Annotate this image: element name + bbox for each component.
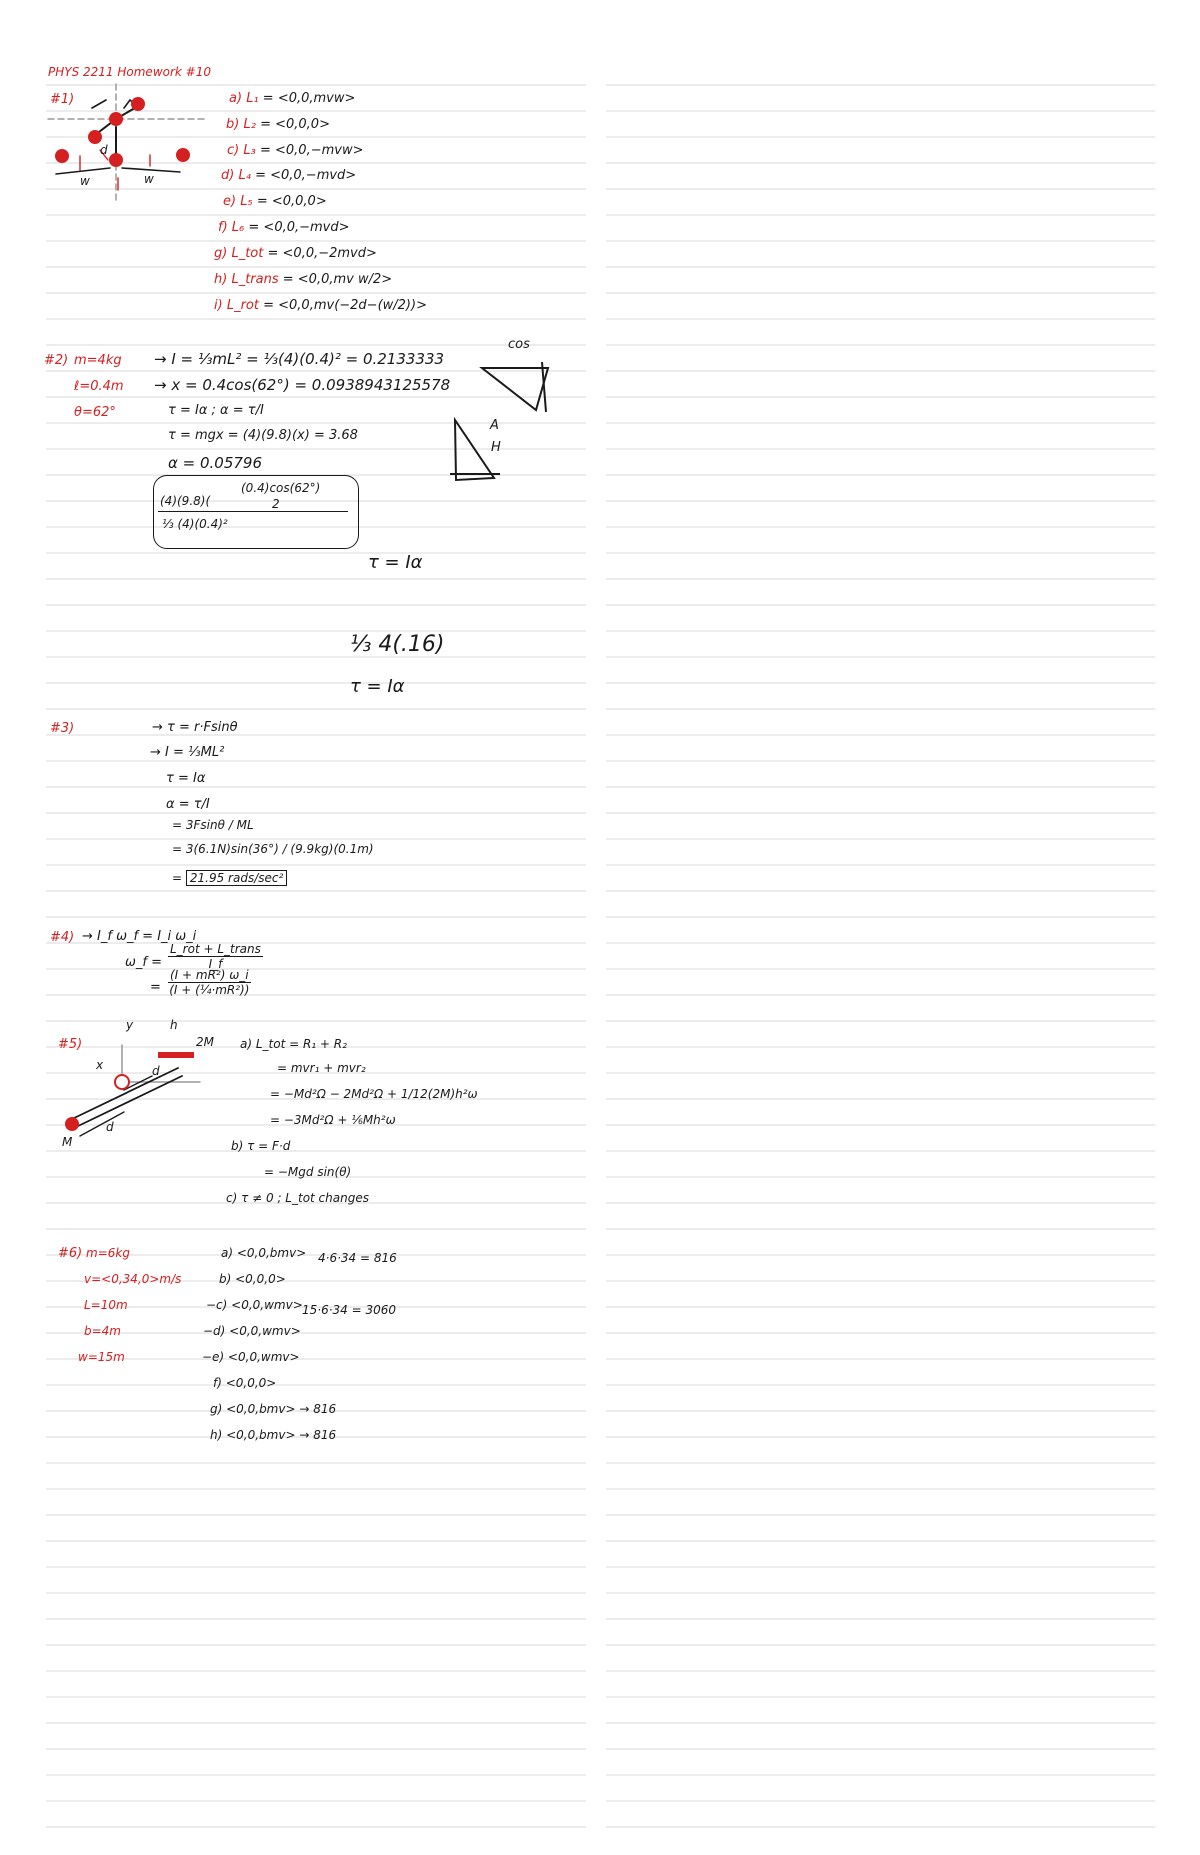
answer-rhs: = <0,0,0> [256, 194, 327, 209]
p6-answer-a: a) <0,0,bmv> [221, 1246, 307, 1260]
answer-letter: e) [223, 194, 237, 209]
p2-side-h: H [491, 440, 501, 455]
answer-rhs: = <0,0,−mvd> [248, 220, 350, 235]
p1-answer-g [214, 246, 377, 261]
p2-boxed-den: ⅓ (4)(0.4)² [162, 517, 228, 531]
p5-label: #5) [58, 1037, 83, 1052]
p6-answer-f: f) <0,0,0> [213, 1376, 277, 1390]
p2-side-tau: τ = Iα [368, 552, 423, 573]
p1-answer-h [214, 272, 392, 287]
p2-boxed-num-c: 2 [272, 497, 280, 511]
answer-letter: h) [214, 272, 228, 287]
p5-fig-h: h [170, 1018, 178, 1032]
p2-side-calc: ⅓ 4(.16) [350, 632, 445, 657]
answer-letter: b) [226, 117, 240, 132]
p3-line-5: = 3Fsinθ / ML [172, 818, 254, 832]
p6-answer-e: −e) <0,0,wmv> [202, 1350, 300, 1364]
p1-fig-d: d [100, 143, 108, 157]
p1-answer-d [221, 168, 356, 183]
answer-lhs: L_rot [226, 298, 259, 313]
page-header: PHYS 2211 Homework #10 [48, 65, 211, 79]
answer-lhs: L₃ [243, 143, 256, 158]
p2-line-2: → x = 0.4cos(62°) = 0.0938943125578 [154, 376, 451, 394]
p4-wf: ω_f = [125, 955, 162, 970]
answer-lhs: L₁ [246, 91, 259, 106]
answer-rhs: = <0,0,mv w/2> [282, 272, 393, 287]
p1-fig-w2: w [144, 172, 154, 186]
p5-fig-y: y [126, 1018, 134, 1032]
p6-given-b: b=4m [84, 1324, 121, 1338]
p5-fig-d1: d [106, 1120, 114, 1134]
p4-frac1-num: L_rot + L_trans [170, 942, 261, 956]
p2-label: #2) [44, 353, 69, 368]
p1-answer-b [226, 117, 330, 132]
p3-answer-row: = 21.95 rads/sec² [172, 871, 287, 885]
answer-rhs: = <0,0,mv(−2d−(w/2))> [263, 298, 427, 313]
p4-fraction-1 [168, 942, 263, 971]
p2-line-5: α = 0.05796 [168, 454, 263, 472]
p4-fraction-2 [168, 968, 251, 997]
p3-answer-box: 21.95 rads/sec² [186, 870, 287, 886]
p6-answer-h: h) <0,0,bmv> → 816 [210, 1428, 337, 1442]
p5-line-5: b) τ = F·d [231, 1139, 291, 1153]
p1-answer-i [214, 298, 427, 313]
p6-note-c: 15·6·34 = 3060 [302, 1303, 397, 1317]
p5-fig-M: M [62, 1135, 73, 1149]
p6-answer-d: −d) <0,0,wmv> [203, 1324, 301, 1338]
answer-letter: a) [229, 91, 243, 106]
p4-label: #4) [50, 930, 75, 945]
p5-line-4: = −3Md²Ω + ⅙Mh²ω [270, 1113, 396, 1127]
answer-lhs: L₂ [243, 117, 256, 132]
p1-answer-c [227, 143, 363, 158]
p5-fig-x: x [96, 1058, 104, 1072]
p1-answer-a [229, 91, 355, 106]
p6-answer-b: b) <0,0,0> [219, 1272, 286, 1286]
answer-lhs: L₄ [238, 168, 251, 183]
answer-rhs: = <0,0,−2mvd> [267, 246, 377, 261]
p2-given-theta: θ=62° [74, 405, 116, 420]
p5-line-7: c) τ ≠ 0 ; L_tot changes [226, 1191, 369, 1205]
p5-line-1: a) L_tot = R₁ + R₂ [240, 1037, 347, 1051]
p2-line-1: → I = ⅓mL² = ⅓(4)(0.4)² = 0.2133333 [154, 350, 445, 368]
answer-rhs: = <0,0,−mvw> [259, 143, 364, 158]
p2-boxed-num-a: (4)(9.8)( [160, 494, 211, 508]
answer-lhs: L_trans [231, 272, 279, 287]
answer-letter: c) [227, 143, 240, 158]
p6-given-w: w=15m [78, 1350, 125, 1364]
answer-letter: i) [214, 298, 223, 313]
p5-fig-2M: 2M [196, 1035, 214, 1049]
p1-answer-e [223, 194, 327, 209]
p4-frac1-den: I_f [208, 957, 223, 971]
p3-label: #3) [50, 721, 75, 736]
p3-line-1: → τ = r·Fsinθ [152, 720, 238, 735]
p6-given-v: v=<0,34,0>m/s [84, 1272, 182, 1286]
p3-line-3: τ = Iα [166, 771, 206, 786]
p6-answer-g: g) <0,0,bmv> → 816 [210, 1402, 337, 1416]
answer-letter: g) [214, 246, 228, 261]
p1-label: #1) [50, 92, 75, 107]
p2-given-m: m=4kg [74, 353, 122, 368]
p5-line-3: = −Md²Ω − 2Md²Ω + 1/12(2M)h²ω [270, 1087, 478, 1101]
p3-line-6: = 3(6.1N)sin(36°) / (9.9kg)(0.1m) [172, 842, 374, 856]
p6-note-a: 4·6·34 = 816 [318, 1251, 397, 1265]
p4-frac2-den: (I + (¼·mR²)) [169, 983, 250, 997]
p6-answer-c: −c) <0,0,wmv> [206, 1298, 303, 1312]
p5-line-2: = mvr₁ + mvr₂ [277, 1061, 366, 1075]
p2-side-sketches [450, 362, 548, 480]
p1-answer-f [218, 220, 350, 235]
p2-side-cos: cos [508, 337, 530, 352]
p2-line-3: τ = Iα ; α = τ/I [168, 403, 264, 418]
answer-lhs: L₅ [240, 194, 253, 209]
p2-boxed-fraction-bar [158, 511, 348, 512]
p2-line-4: τ = mgx = (4)(9.8)(x) = 3.68 [168, 428, 358, 443]
p3-line-4: α = τ/I [166, 797, 210, 812]
p3-line-2: → I = ⅓ML² [150, 745, 225, 760]
p4-frac2-num: (I + mR²) ω_i [170, 968, 249, 982]
p4-line-1: → I_f ω_f = I_i ω_i [82, 929, 197, 944]
p5-figure [65, 1045, 200, 1136]
answer-lhs: L_tot [231, 246, 264, 261]
p2-side-tau2: τ = Iα [350, 676, 405, 697]
answer-lhs: L₆ [231, 220, 245, 235]
answer-letter: f) [218, 220, 228, 235]
p2-boxed-num-b: (0.4)cos(62°) [241, 481, 321, 495]
p5-fig-d2: d [152, 1064, 160, 1078]
p4-eq: = [150, 980, 161, 995]
answer-rhs: = <0,0,0> [260, 117, 330, 132]
p6-label: #6) [58, 1246, 83, 1261]
p2-side-a: A [490, 418, 499, 433]
answer-rhs: = <0,0,−mvd> [255, 168, 357, 183]
p6-given-L: L=10m [84, 1298, 128, 1312]
p1-fig-w1: w [80, 174, 90, 188]
p2-given-l: ℓ=0.4m [74, 379, 124, 394]
p5-line-6: = −Mgd sin(θ) [264, 1165, 352, 1179]
answer-rhs: = <0,0,mvw> [262, 91, 356, 106]
answer-letter: d) [221, 168, 235, 183]
p6-given-m: m=6kg [86, 1246, 130, 1260]
